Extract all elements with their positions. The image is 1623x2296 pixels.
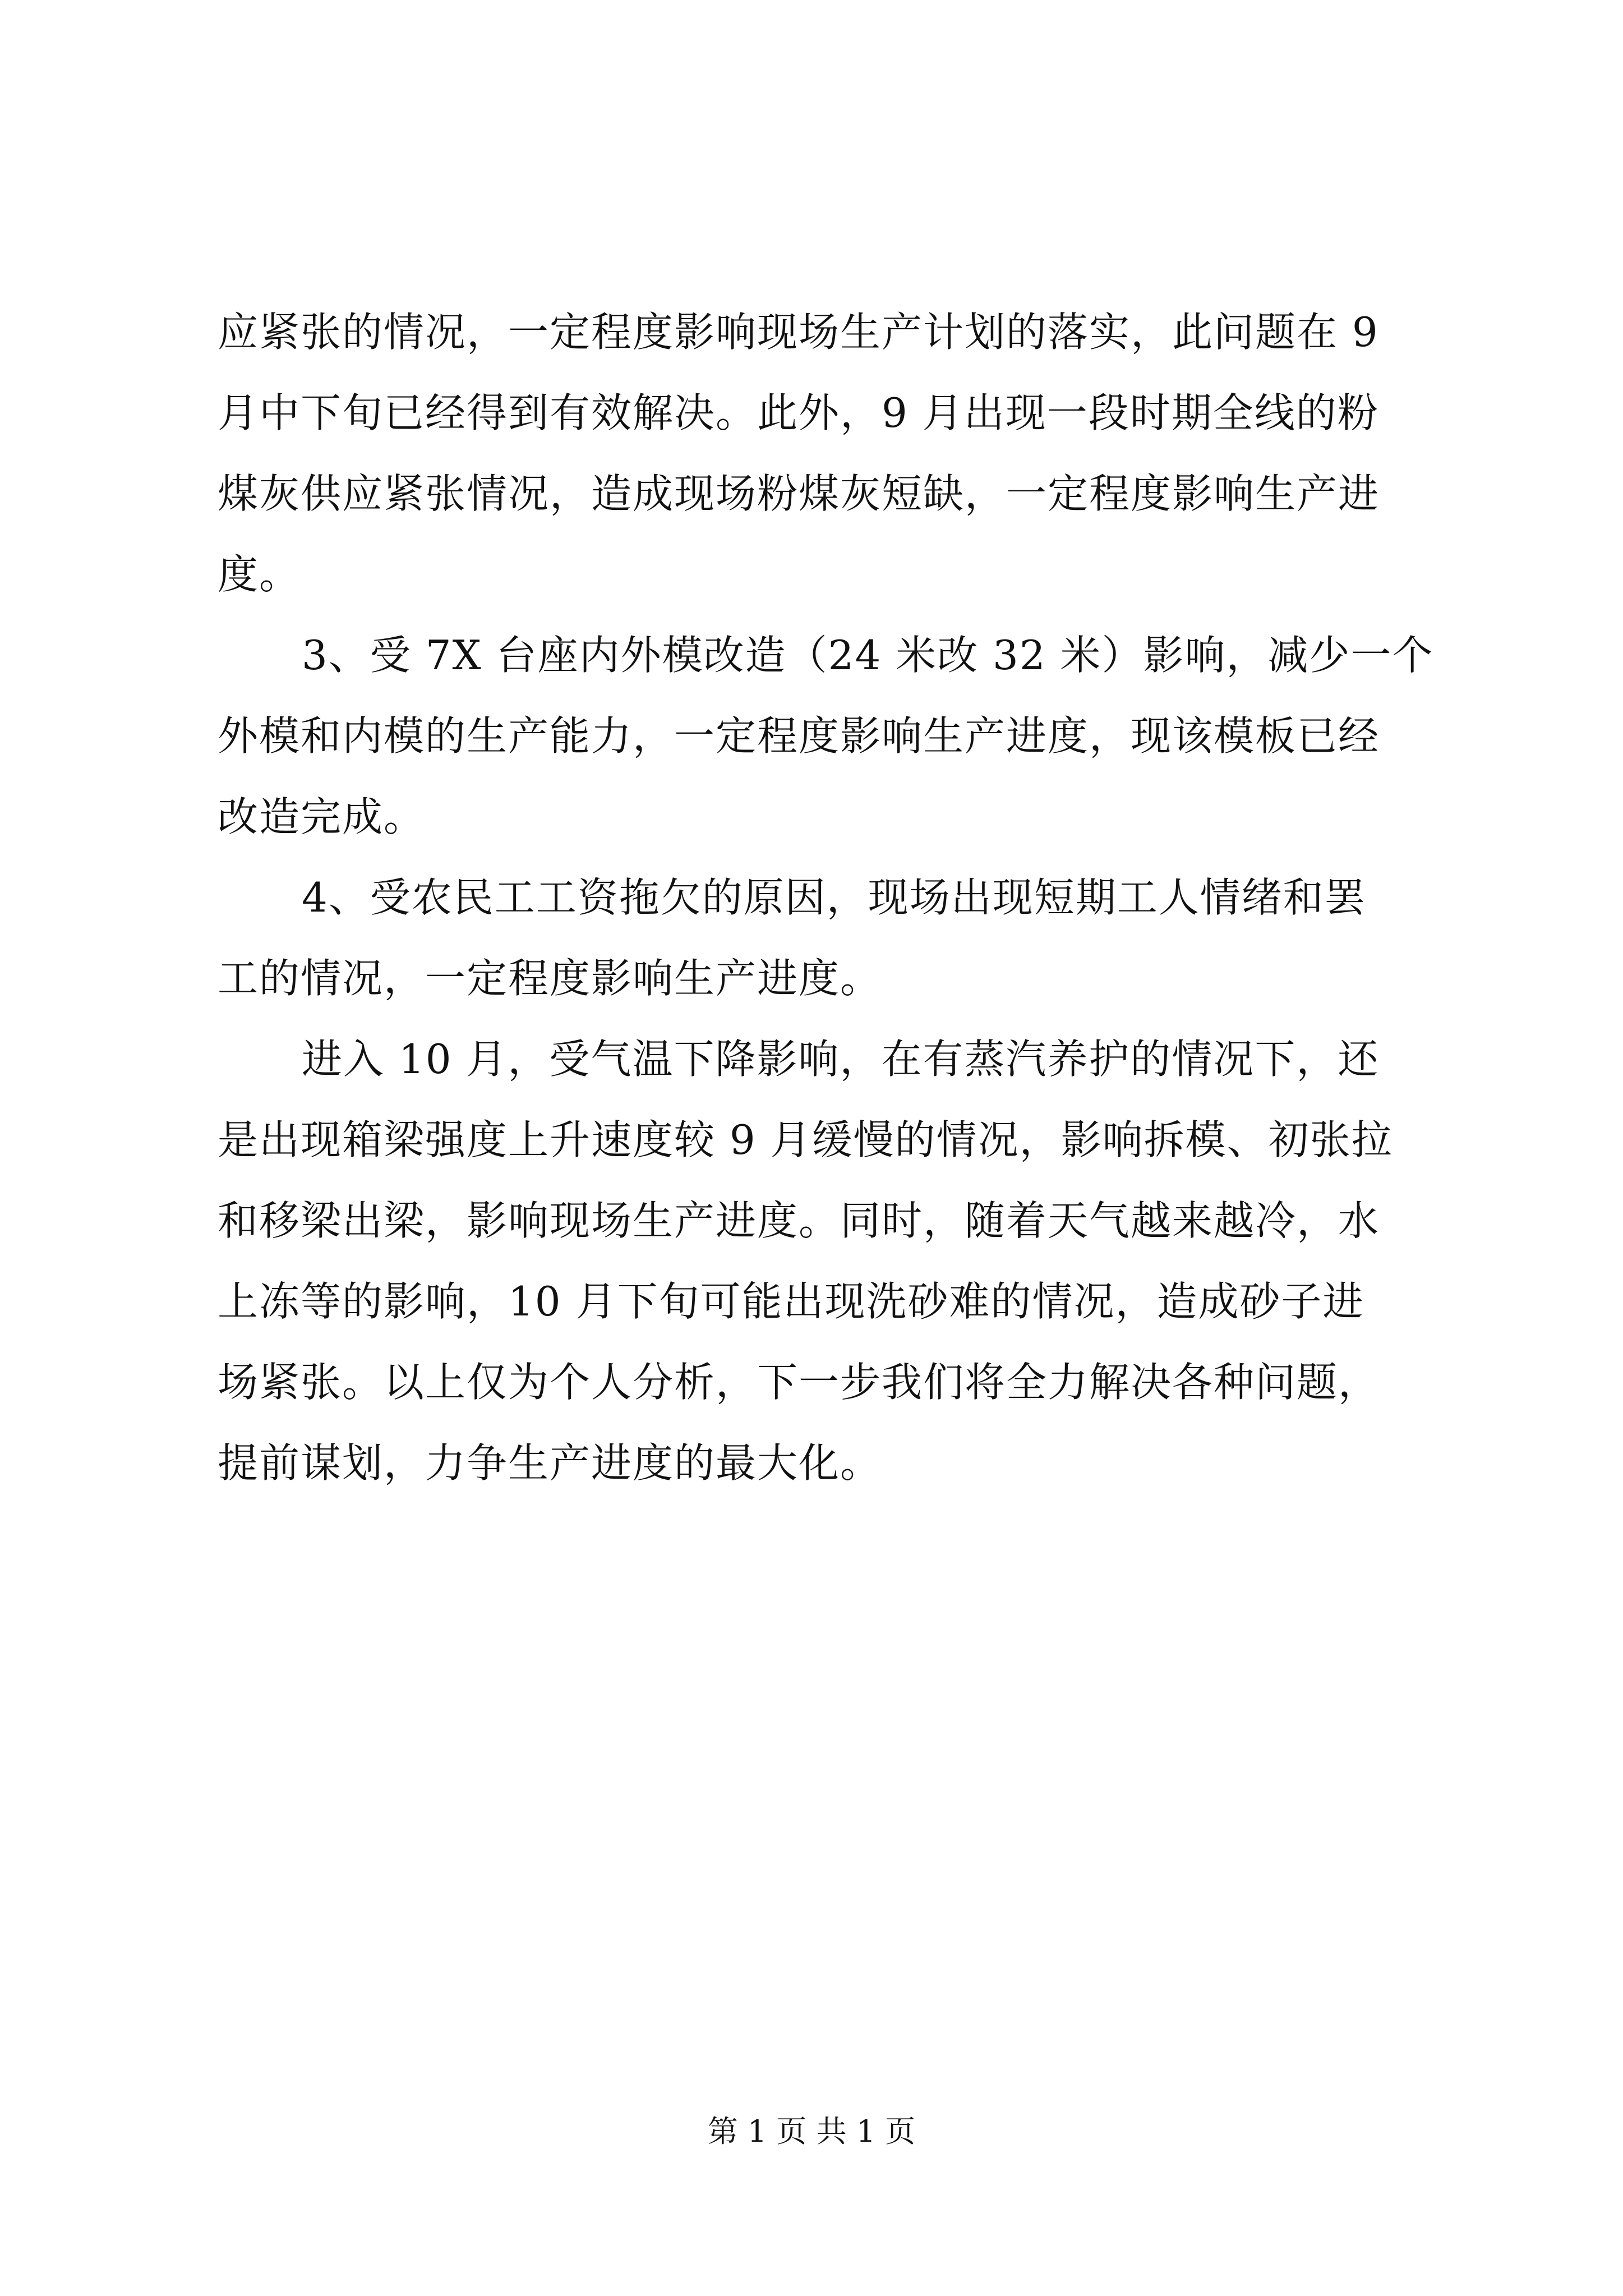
text-line: 应紧张的情况，一定程度影响现场生产计划的落实，此问题在 9	[218, 309, 1379, 356]
text-line: 进入 10 月，受气温下降影响，在有蒸汽养护的情况下，还	[302, 1036, 1380, 1083]
text-line: 外模和内模的生产能力，一定程度影响生产进度，现该模板已经	[218, 712, 1380, 760]
text-line: 提前谋划，力争生产进度的最大化。	[218, 1439, 882, 1487]
text-line: 工的情况，一定程度影响生产进度。	[218, 955, 882, 1002]
text-line: 煤灰供应紧张情况，造成现场粉煤灰短缺，一定程度影响生产进	[218, 470, 1380, 517]
text-line: 是出现箱梁强度上升速度较 9 月缓慢的情况，影响拆模、初张拉	[218, 1116, 1393, 1163]
text-line: 改造完成。	[218, 793, 426, 840]
text-line: 上冻等的影响，10 月下旬可能出现洗砂难的情况，造成砂子进	[218, 1278, 1364, 1325]
text-line: 4、受农民工工资拖欠的原因，现场出现短期工人情绪和罢	[302, 874, 1366, 921]
text-line: 和移梁出梁，影响现场生产进度。同时，随着天气越来越冷，水	[218, 1197, 1380, 1244]
text-line: 3、受 7X 台座内外模改造（24 米改 32 米）影响，减少一个	[302, 632, 1434, 679]
text-line: 度。	[218, 551, 301, 598]
text-line: 月中下旬已经得到有效解决。此外，9 月出现一段时期全线的粉	[218, 389, 1379, 436]
document-body	[218, 292, 1434, 1503]
text-line: 场紧张。以上仅为个人分析，下一步我们将全力解决各种问题，	[218, 1359, 1380, 1406]
page-number-footer: 第 1 页 共 1 页	[707, 2114, 916, 2149]
